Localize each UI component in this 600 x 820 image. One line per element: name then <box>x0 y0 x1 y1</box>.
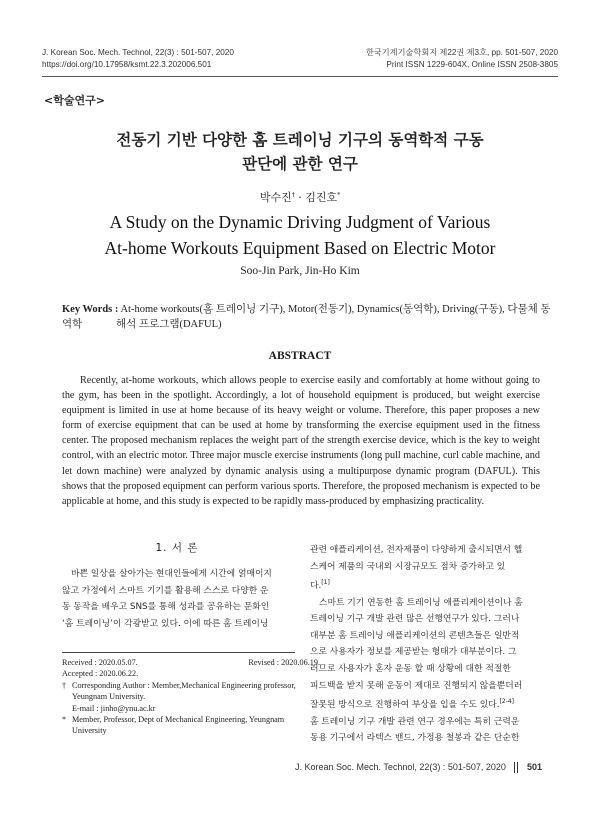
star-mark: * <box>62 715 67 725</box>
issn-info: Print ISSN 1229-604X, Online ISSN 2508-3805 <box>386 60 558 69</box>
keywords-label: Key Words : <box>62 304 119 315</box>
member-affiliation: University <box>72 726 107 736</box>
page-footer <box>295 762 542 773</box>
footer-divider <box>517 762 518 773</box>
intro-line: 바쁜 일상을 살아가는 현대인들에게 시간에 얽매이지 <box>71 569 272 579</box>
intro-line: 동 동작을 배우고 SNS를 통해 성과를 공유하는 문화인 <box>62 602 270 613</box>
korean-journal-citation: 한국기계기술학회지 제22권 제3호, pp. 501-507, 2020 <box>365 48 558 57</box>
body-line: 으로 사용자가 정보를 제공받는 형태가 대부분이다. 그 <box>310 647 517 658</box>
footnotes <box>62 657 322 737</box>
running-header-left <box>42 47 234 71</box>
abstract-text: Recently, at-home workouts, which allows people to exercise easily and comfortably at home without going to the gym, has been in the spotlight. Accordingly, a lot of household equipment is produced, but weight exercise equipment is limited in use at home because of its heavy weight or volume. Therefore, this paper proposes a new form of exercise equipment that can be used at home by transforming the exercise equipment used in the fitness center. The proposed mechanism replaces the weight part of the strength exercise device, which is the key to weight control, with an electric motor. Three major muscle exercise instruments (long pull machine, curl cable machine, and let down machine) were analyzed by dynamic analysis using a multipurpose dynamic program (DAFUL). This shows that the proposed equipment can perform various sports. Therefore, the proposed mechanism is expected to be applicable at home, and this study is expected to be rapidly mass-produced by emphasizing practicality. <box>62 375 540 507</box>
footer-citation: J. Korean Soc. Mech. Technol, 22(3) : 501-507, 2020 <box>294 762 506 772</box>
abstract-heading: ABSTRACT <box>268 350 332 362</box>
running-header-right <box>366 47 558 71</box>
dagger-mark: † <box>62 680 67 690</box>
corresponding-email[interactable]: E-mail : jinho@ynu.ac.kr <box>72 703 156 713</box>
citation-ref[interactable]: [2-4] <box>499 698 515 706</box>
body-line: 동용 기구에서 라텍스 밴드, 가정용 철봉과 같은 단순한 <box>310 733 520 744</box>
citation-ref[interactable]: [1] <box>321 579 330 587</box>
body-line: 피드백을 받지 못해 운동이 제대로 진행되지 않을뿐더러 <box>310 680 523 691</box>
corresponding-mark: † <box>291 191 295 199</box>
article-category: <학술연구> <box>44 94 105 107</box>
english-title <box>0 209 600 261</box>
intro-line: ‘홈 트레이닝’이 각광받고 있다. 이에 따른 홈 트레이닝 <box>62 618 269 629</box>
body-line: 관련 애플리케이션, 전자제품이 다양하게 출시되면서 헬 <box>310 545 523 555</box>
body-line: 홈 트레이닝 기구 개발 관련 연구 경우에는 특히 근력운 <box>310 716 520 727</box>
author1-korean: 박수진 <box>259 191 292 204</box>
journal-citation: J. Korean Soc. Mech. Technol, 22(3) : 501-507, 2020 <box>42 48 234 57</box>
author2-korean: 김진호 <box>305 191 338 204</box>
header-divider <box>42 76 558 77</box>
korean-authors <box>0 189 600 205</box>
doi-link[interactable]: https://doi.org/10.17958/ksmt.22.3.202006.501 <box>42 60 212 69</box>
english-title-line2: At-home Workouts Equipment Based on Electric Motor <box>104 238 496 258</box>
english-authors: Soo-Jin Park, Jin-Ho Kim <box>240 265 360 277</box>
body-line: 러므로 사용자가 혼자 운동 할 때 상황에 대한 적절한 <box>310 664 511 675</box>
corresponding-affiliation: Yeungnam University. <box>72 692 146 702</box>
body-line: 대부분 홈 트레이닝 애플리케이션의 콘텐츠들은 일반적 <box>310 630 520 641</box>
introduction-paragraph <box>62 566 292 632</box>
page-number: 501 <box>526 762 542 772</box>
korean-title-line1: 전동기 기반 다양한 홈 트레이닝 기구의 동역학적 구동 <box>116 131 484 149</box>
section-heading-introduction: 1. 서 론 <box>155 542 199 554</box>
korean-title <box>0 128 600 176</box>
keywords-line1: At-home workouts(홈 트레이닝 기구), Motor(전동기), Dynamics(동역학), Driving(구동), 다물체 동역학 <box>62 304 551 330</box>
english-title-line1: A Study on the Dynamic Driving Judgment of Various <box>109 212 491 232</box>
body-line: 스케어 제품의 국내외 시장규모도 점차 증가하고 있 <box>310 561 506 572</box>
received-date: Received : 2020.05.07. <box>62 658 138 667</box>
body-line: 스마트 기기 연동한 홈 트레이닝 애플리케이션이나 홈 <box>319 597 523 608</box>
revised-date: Revised : 2020.06.19. <box>248 658 320 667</box>
member-note: Member, Professor, Dept of Mechanical Engineering, Yeungnam <box>72 715 285 725</box>
corresponding-author-note: Corresponding Author : Member,Mechanical Engineering professor, <box>72 680 296 690</box>
member-mark: * <box>337 191 341 199</box>
footer-divider <box>514 762 515 773</box>
accepted-date: Accepted : 2020.06.22. <box>62 669 139 679</box>
footnote-divider <box>62 652 295 653</box>
korean-title-line2: 판단에 관한 연구 <box>242 155 358 173</box>
body-line: 다. <box>310 581 322 592</box>
right-column-text <box>310 542 544 747</box>
body-line: 잘못된 방식으로 진행하여 부상을 입을 수도 있다. <box>310 700 500 711</box>
intro-line: 않고 가정에서 스마트 기기를 활용해 스스로 다양한 운 <box>62 585 269 596</box>
author-separator: · <box>294 191 306 204</box>
body-line: 트레이닝 기구 개발 관련 많은 선행연구가 있다. 그러나 <box>310 614 520 625</box>
keywords-line2: 해석 프로그램(DAFUL) <box>116 319 222 330</box>
